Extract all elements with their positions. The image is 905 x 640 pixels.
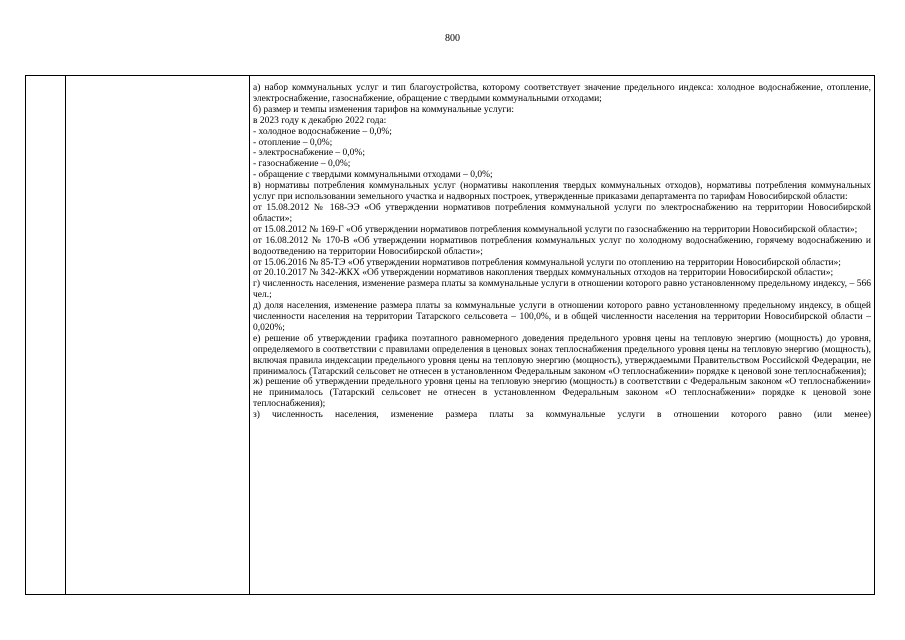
paragraph-v: в) нормативы потребления коммунальных услуг (нормативы накопления твердых коммунальных отходов), нормативы потребления коммунальных услуг при использовании земельного участка и надворных построек, утвержденные приказами департамента по тарифам Новосибирской области:: [253, 181, 871, 203]
paragraph-period: в 2023 году к декабрю 2022 года:: [253, 115, 387, 126]
paragraph-e: е) решение об утверждении графика поэтапного равномерного доведения предельного уровня цены на тепловую энергию (мощность) до уровня, определяемого в соответствии с правилами определения в ценовых зонах теплоснабжения предельного уровня цены на тепловую энергию (мощность), включая правила индексации предельного уровня цены на тепловую энергию (мощность), утверждаемыми Правительством Российской Федерации, не принималось (Татарский сельсовет не отнесен в установленном Федеральным законом «О теплоснабжении» порядке к ценовой зоне теплоснабжения);: [253, 333, 871, 377]
paragraph-z: з) численность населения, изменение размера платы за коммунальные услуги в отношении которого равно (или менее): [253, 410, 871, 421]
paragraph-zh: ж) решение об утверждении предельного уровня цены на тепловую энергию (мощность) в соответствии с Федеральным законом «О теплоснабжении» не принималось (Татарский сельсовет не отнесен в установленном Федеральным законом «О теплоснабжении» порядке к ценовой зоне теплоснабжения);: [253, 377, 871, 410]
list-item-gas: - газоснабжение – 0,0%;: [253, 159, 351, 170]
order-342-zhkkh: от 20.10.2017 № 342-ЖКХ «Об утверждении нормативов накопления твердых коммунальных отходов на территории Новосибирской области»;: [253, 268, 834, 279]
name-column-cell: [66, 76, 250, 595]
paragraph-b: б) размер и темпы изменения тарифов на коммунальные услуги:: [253, 104, 514, 115]
paragraph-a: а) набор коммунальных услуг и тип благоустройства, которому соответствует значение предельного индекса: холодное водоснабжение, отопление, электроснабжение, газоснабжение, обращение с твердыми коммунальными отходами;: [253, 83, 871, 104]
paragraph-g: г) численность населения, изменение размера платы за коммунальные услуги в отношении которого равно установленному предельному индексу, – 566 чел.;: [253, 279, 871, 301]
paragraph-d: д) доля населения, изменение размера платы за коммунальные услуги в отношении которого равно установленному предельному индексу, в общей численности населения на территории Татарского сельсовета – 100,0%, и в общей численности населения на территории Новосибирской области – 0,020%;: [253, 301, 871, 333]
description-cell: [250, 76, 875, 595]
order-85-te: от 15.06.2016 № 85-ТЭ «Об утверждении нормативов потребления коммунальной услуги по отоплению на территории Новосибирской области»;: [253, 257, 841, 268]
order-170-v: от 16.08.2012 № 170-В «Об утверждении нормативов потребления коммунальных услуг по холодному водоснабжению, горячему водоснабжению и водоотведению на территории Новосибирской области»;: [253, 235, 871, 257]
order-168-ee: от 15.08.2012 № 168-ЭЭ «Об утверждении нормативов потребления коммунальной услуги по электроснабжению на территории Новосибирской области»;: [253, 202, 871, 224]
order-169-g: от 15.08.2012 № 169-Г «Об утверждении нормативов потребления коммунальной услуги по газоснабжению на территории Новосибирской области»;: [253, 224, 858, 235]
list-item-waste: - обращение с твердыми коммунальными отходами – 0,0%;: [253, 170, 493, 181]
list-item-electricity: - электроснабжение – 0,0%;: [253, 148, 365, 159]
table-row: [26, 76, 875, 595]
content-table: [25, 75, 875, 595]
description-text: [250, 76, 874, 421]
list-item-heating: - отопление – 0,0%;: [253, 137, 333, 148]
number-column-cell: [26, 76, 66, 595]
page-number: 800: [445, 33, 460, 44]
list-item-cold-water: - холодное водоснабжение – 0,0%;: [253, 126, 392, 137]
